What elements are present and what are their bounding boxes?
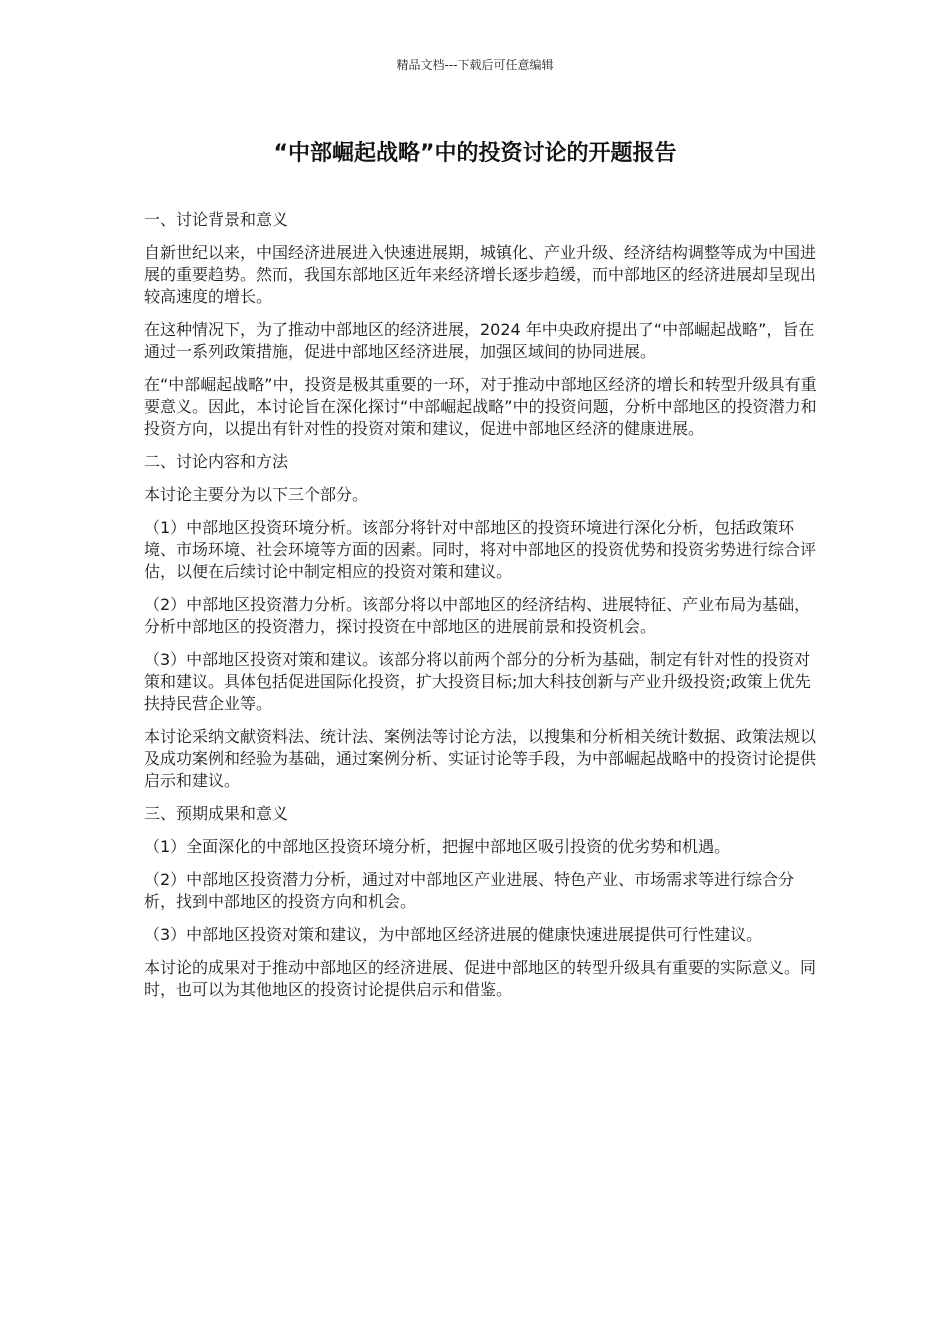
section-heading-expected-results: 三、预期成果和意义 [144,804,289,823]
paragraph: （2）中部地区投资潜力分析，通过对中部地区产业进展、特色产业、市场需求等进行综合分析，找到中部地区的投资方向和机会。 [144,870,795,911]
page-header: 精品文档---下载后可任意编辑 [396,58,554,72]
paragraph: （1）全面深化的中部地区投资环境分析，把握中部地区吸引投资的优劣势和机遇。 [144,837,731,856]
paragraph: 在这种情况下，为了推动中部地区的经济进展，2024 年中央政府提出了“中部崛起战略”，旨在通过一系列政策措施，促进中部地区经济进展，加强区域间的协同进展。 [144,320,815,361]
paragraph: 在“中部崛起战略”中，投资是极其重要的一环，对于推动中部地区经济的增长和转型升级具有重要意义。因此，本讨论旨在深化探讨“中部崛起战略”中的投资问题，分析中部地区的投资潜力和投资方向，以提出有针对性的投资对策和建议，促进中部地区经济的健康进展。 [144,375,817,438]
paragraph: （1）中部地区投资环境分析。该部分将针对中部地区的投资环境进行深化分析，包括政策环境、市场环境、社会环境等方面的因素。同时，将对中部地区的投资优势和投资劣势进行综合评估，以便在后续讨论中制定相应的投资对策和建议。 [144,518,817,581]
document-body [144,209,824,1012]
section-heading-content-method: 二、讨论内容和方法 [144,452,289,471]
paragraph: 本讨论主要分为以下三个部分。 [144,485,369,504]
document-title: “中部崛起战略”中的投资讨论的开题报告 [273,141,677,166]
paragraph: 自新世纪以来，中国经济进展进入快速进展期，城镇化、产业升级、经济结构调整等成为中国进展的重要趋势。然而，我国东部地区近年来经济增长逐步趋缓，而中部地区的经济进展却呈现出较高速度的增长。 [144,243,817,306]
paragraph: （3）中部地区投资对策和建议。该部分将以前两个部分的分析为基础，制定有针对性的投资对策和建议。具体包括促进国际化投资，扩大投资目标;加大科技创新与产业升级投资;政策上优先扶持民营企业等。 [144,650,811,713]
paragraph: （3）中部地区投资对策和建议，为中部地区经济进展的健康快速进展提供可行性建议。 [144,925,763,944]
paragraph: 本讨论采纳文献资料法、统计法、案例法等讨论方法，以搜集和分析相关统计数据、政策法规以及成功案例和经验为基础，通过案例分析、实证讨论等手段，为中部崛起战略中的投资讨论提供启示和建议。 [144,727,817,790]
section-heading-background: 一、讨论背景和意义 [144,210,289,229]
paragraph: （2）中部地区投资潜力分析。该部分将以中部地区的经济结构、进展特征、产业布局为基础，分析中部地区的投资潜力，探讨投资在中部地区的进展前景和投资机会。 [144,595,811,636]
paragraph: 本讨论的成果对于推动中部地区的经济进展、促进中部地区的转型升级具有重要的实际意义。同时，也可以为其他地区的投资讨论提供启示和借鉴。 [144,958,817,999]
